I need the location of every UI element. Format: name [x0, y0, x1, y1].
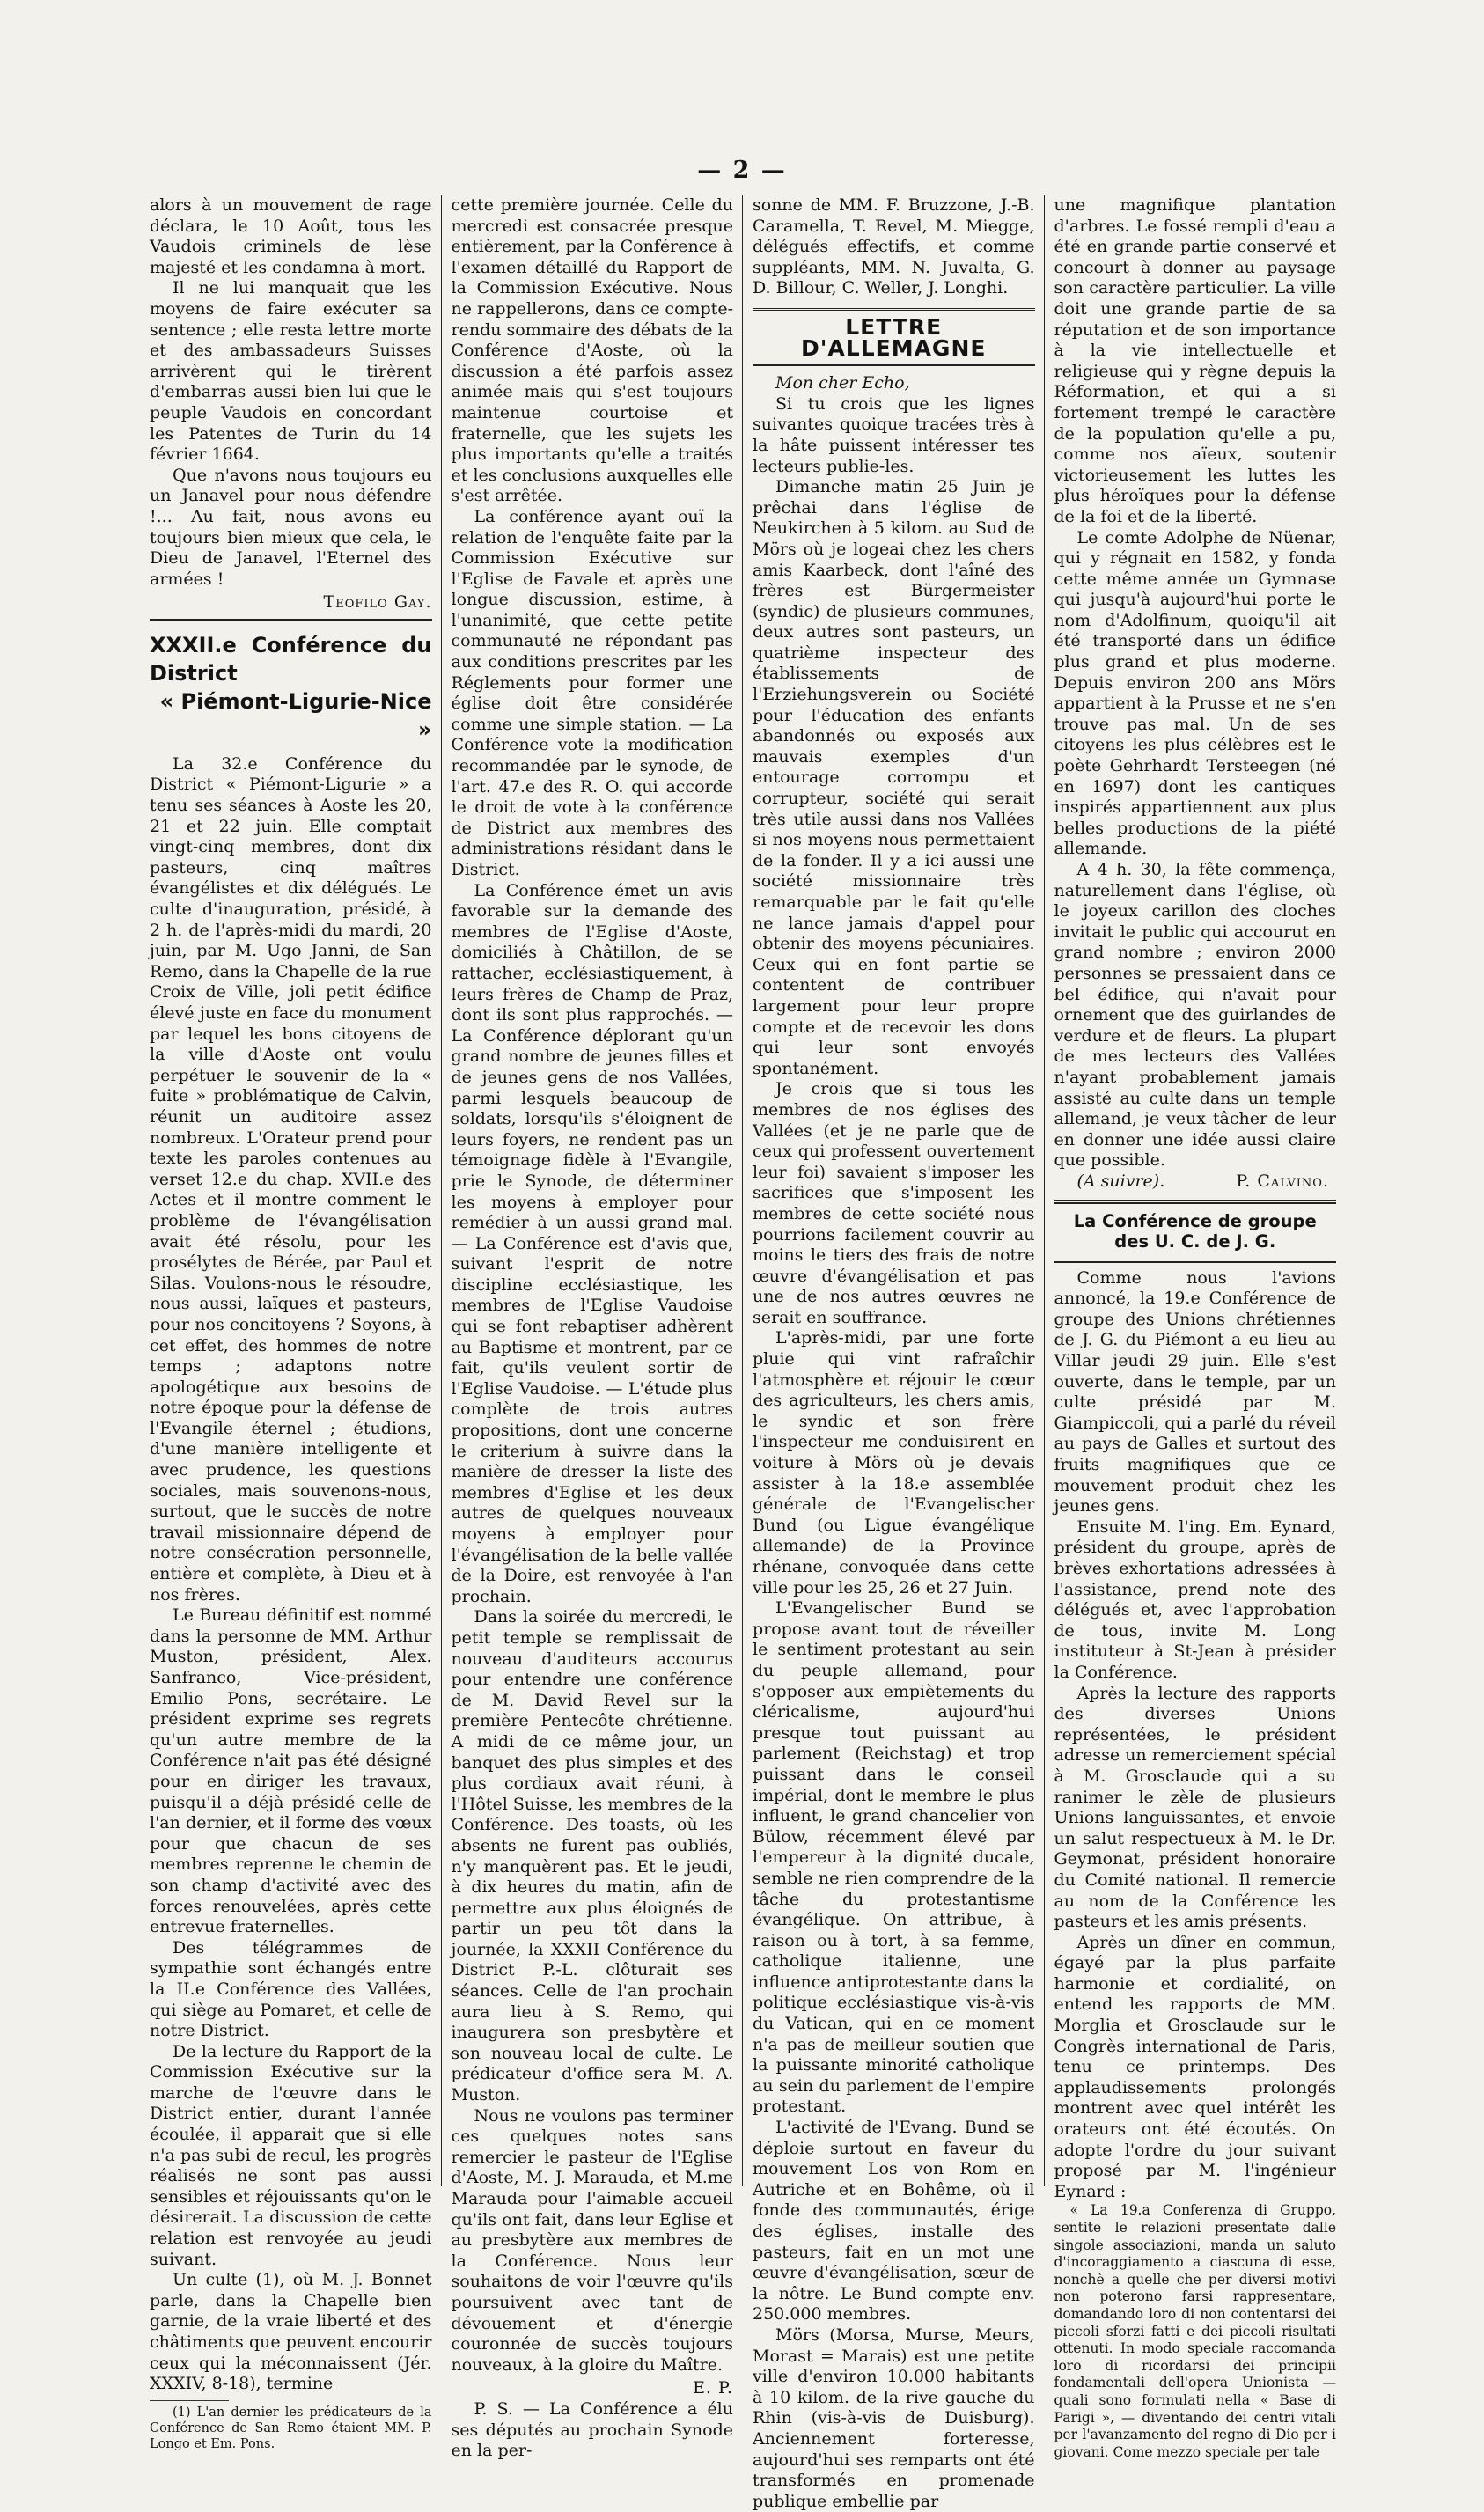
paragraph: Nous ne voulons pas terminer ces quelques notes sans remercier le pasteur de l'Eglise d'Aoste, M. J. Marauda, et M.me Marauda pour l'aimable accueil qu'ils ont fait, dans leur Eglise et au presbytère aux membres de la Conférence. Nous leur souhaitons de voir l'œuvre qu'ils poursuivent avec tant de dévouement et d'énergie couronnée de succès toujours nouveaux, à la gloire du Maître. [451, 2105, 733, 2375]
paragraph: A 4 h. 30, la fête commença, naturellement dans l'église, où le joyeux carillon des cloches invitait le public qui accourut en grand nombre ; environ 2000 personnes se pressaient dans ce bel édifice, qui n'avait pour ornement que des guirlandes de verdure et de fleurs. La plupart de mes lecteurs des Vallées n'ayant probablement jamais assisté au culte dans un temple allemand, je veux tâcher de leur en donner une idée aussi claire que possible. [1054, 860, 1336, 1171]
paragraph: La conférence ayant ouï la relation de l'enquête faite par la Commission Exécutive sur l'Eglise de Favale et après une longue discussion, estime, à l'unanimité, que cette petite communauté ne répondant pas aux conditions prescrites par les Réglements pour former une église doit être considérée comme une simple station. — La Conférence vote la modification recommandée par le synode, de l'art. 47.e des R. O. qui accorde le droit de vote à la conférence de District aux membres des administrations résidant dans le District. [451, 506, 733, 879]
newspaper-columns [150, 195, 1337, 2511]
divider [150, 619, 432, 621]
article-signature: E. P. [693, 2378, 733, 2398]
paragraph: Après la lecture des rapports des diverses Unions représentées, le président adresse un remerciement spécial à M. Grosclaude qui a su ranimer le zèle de plusieurs Unions languissantes, et envoie un salut respectueux à M. le Dr. Geymonat, président honoraire du Comité national. Il remercie au nom de la Conférence les pasteurs et les amis présents. [1054, 1683, 1336, 1932]
article-signature: P. Calvino. [1236, 1171, 1329, 1191]
article-footer [1054, 1172, 1337, 1193]
headline-line-2: « Piémont-Ligurie-Nice » [159, 688, 432, 742]
paragraph: Que n'avons nous toujours eu un Janavel pour nous défendre !... Au fait, nous avons eu toujours bien mieux que cela, le Dieu de Janavel, l'Eternel des armées ! [150, 465, 432, 589]
divider [1054, 1261, 1337, 1263]
paragraph: Comme nous l'avions annoncé, la 19.e Conférence de groupe des Unions chrétiennes de J. G. du Piémont a eu lieu au Villar jeudi 29 juin. Elle s'est ouverte, dans le temple, par un culte présidé par M. Giampiccoli, qui a parlé du réveil au pays de Galles et surtout des fruits magnifiques que ce mouvement produit chez les jeunes gens. [1054, 1267, 1337, 1517]
paragraph: sonne de MM. F. Bruzzone, J.-B. Caramella, T. Revel, M. Miegge, délégués effectifs, et comme suppléants, MM. N. Juvalta, G. D. Billour, C. Weller, J. Longhi. [753, 195, 1035, 298]
article-headline: LETTRE D'ALLEMAGNE [753, 308, 1035, 366]
paragraph: Dans la soirée du mercredi, le petit temple se remplissait de nouveau d'auditeurs accourus pour entendre une conférence de M. David Revel sur la première Pentecôte chrétienne. A midi de ce même jour, un banquet des plus simples et des plus cordiaux avait réuni, à l'Hôtel Suisse, les membres de la Conférence. Des toasts, où les absents ne furent pas oubliés, n'y manquèrent pas. Et le jeudi, à dix heures du matin, afin de permettre aux plus éloignés de partir un peu tôt dans la journée, la XXXII Conférence du District P.-L. clôturait ses séances. Celle de l'an prochain aura lieu à S. Remo, qui inaugurera son presbytère et son nouveau local de culte. Le prédicateur d'office sera M. A. Muston. [451, 1607, 733, 2105]
column-2 [451, 195, 734, 2461]
paragraph: une magnifique plantation d'arbres. Le fossé rempli d'eau a été en grande partie conservé et concourt à donner au paysage son caractère particulier. La ville doit une grande partie de sa réputation et de son importance à la vie intellectuelle et religieuse qui y règne depuis la Réformation, et qui a si fortement trempé le caractère de la population qu'elle a pu, comme nos aïeux, soutenir victorieusement les luttes les plus héroïques pour la défense de la foi et de la liberté. [1054, 195, 1336, 526]
headline-line-1: XXXII.e Conférence du District [150, 632, 432, 686]
paragraph: L'Evangelischer Bund se propose avant tout de réveiller le sentiment protestant au sein du peuple allemand, pour s'opposer aux empiètements du cléricalisme, aujourd'hui presque tout puissant au parlement (Reichstag) et trop puissant dans le conseil impérial, dont le membre le plus influent, le grand chancelier von Bülow, récemment élevé par l'empereur à la dignité ducale, semble ne rien comprendre de la tâche du protestantisme évangélique. On attribue, à raison ou à tort, à sa femme, catholique italienne, une influence antiprotestante dans la politique ecclésiastique vis-à-vis du Vatican, qui en ce moment n'a pas de meilleur soutien que la puissante minorité catholique au sein du parlement de l'empire protestant. [753, 1598, 1035, 2117]
paragraph: Un culte (1), où M. J. Bonnet parle, dans la Chapelle bien garnie, de la vraie liberté et des châtiments que peuvent encourir ceux qui la méconnaissent (Jér. XXXIV, 8-18), termine [150, 2270, 432, 2394]
article-headline [150, 631, 432, 744]
paragraph: alors à un mouvement de rage déclara, le 10 Août, tous les Vaudois criminels de lèse majesté et les condamna à mort. [150, 195, 432, 277]
paragraph: De la lecture du Rapport de la Commission Exécutive sur la marche de l'œuvre dans le District entier, durant l'année écoulée, il apparait que si elle n'a pas subi de recul, les progrès réalisés ne sont pas aussi sensibles et réjouissants qu'on le désirerait. La discussion de cette relation est renvoyée au jeudi suivant. [150, 2041, 432, 2269]
page-number: — 2 — [697, 157, 787, 184]
paragraph: Je crois que si tous les membres de nos églises des Vallées (et je ne parle que de ceux qui professent ouvertement leur foi) savaient s'imposer les sacrifices que s'imposent les membres de cette société nous pourrions facilement couvrir au moins le tiers des frais de notre œuvre d'évangélisation et pas une de nos autres œuvres ne serait en souffrance. [753, 1079, 1035, 1327]
paragraph: La Conférence émet un avis favorable sur la demande des membres de l'Eglise d'Aoste, domiciliés à Châtillon, de se rattacher, ecclésiastiquement, à leurs frères de Champ de Praz, dont ils sont plus rapprochés. — La Conférence déplorant qu'un grand nombre de jeunes filles et de jeunes gens de nos Vallées, parmi lesquels beaucoup de soldats, lorsqu'ils s'éloignent de leurs foyers, ne rendent pas un témoignage fidèle à l'Evangile, prie le Synode, de déterminer les moyens à employer pour remédier à un aussi grand mal. — La Conférence est d'avis que, suivant l'esprit de notre discipline ecclésiastique, les membres de l'Eglise Vaudoise qui se font rebaptiser adhèrent au Baptisme et montrent, par ce fait, qu'ils veulent sortir de l'Eglise Vaudoise. — L'étude plus complète de trois autres propositions, dont une concerne le criterium à suivre dans la manière de dresser la liste des membres d'Eglise et les deux autres de quelques nouveaux moyens à employer pour l'évangélisation de la belle vallée de la Doire, est renvoyée à l'an prochain. [451, 880, 733, 1606]
footnote-divider [150, 2400, 229, 2401]
column-3 [753, 195, 1035, 2511]
paragraph: L'après-midi, par une forte pluie qui vint rafraîchir l'atmosphère et réjouir le cœur des agriculteurs, les chers amis, le syndic et son frère l'inspecteur me conduisirent en voiture à Mörs où je devais assister à la 18.e assemblée générale de l'Evangelischer Bund (ou Ligue évangélique allemande) de la Province rhénane, convoquée dans cette ville pour les 25, 26 et 27 Juin. [753, 1328, 1035, 1598]
quoted-motion [1054, 2202, 1337, 2461]
paragraph: L'activité de l'Evang. Bund se déploie surtout en faveur du mouvement Los von Rom en Autriche et en Bohême, où il fonde des communautés, érige des églises, installe des pasteurs, fait en un mot une œuvre d'évangélisation, sœur de la nôtre. Le Bund compte env. 250.000 membres. [753, 2118, 1035, 2325]
paragraph: Mörs (Morsa, Murse, Meurs, Morast = Marais) est une petite ville d'environ 10.000 habitants à 10 kilom. de la rive gauche du Rhin (vis-à-vis de Duisburg). Anciennement forteresse, aujourd'hui ses remparts ont été transformés en promenade publique embellie par [753, 2325, 1035, 2511]
paragraph: Après un dîner en commun, égayé par la plus parfaite harmonie et cordialité, on entend les rapports de MM. Morglia et Grosclaude sur le Congrès international de Paris, tenu ce printemps. Des applaudissements prolongés montrent avec quel intérêt les orateurs ont été écoutés. On adopte l'ordre du jour suivant proposé par M. l'ingénieur Eynard : [1054, 1932, 1336, 2201]
to-be-continued: (A suivre). [1076, 1171, 1165, 1191]
column-4 [1054, 195, 1337, 2460]
paragraph: Le Bureau définitif est nommé dans la personne de MM. Arthur Muston, président, Alex. Sanfranco, Vice-président, Emilio Pons, secrétaire. Le président exprime ses regrets qu'un autre membre de la Conférence n'ait pas été désigné pour en diriger les travaux, puisqu'il a déjà présidé celle de l'an dernier, et il forme des vœux pour que chacun de ses membres reprenne le chemin de son champ d'activité avec des forces renouvelées, après cette entrevue fraternelles. [150, 1605, 432, 1937]
article-signature: Teofilo Gay. [323, 592, 432, 613]
article-headline: La Conférence de groupe des U. C. de J. G. [1073, 1210, 1317, 1252]
paragraph: P. S. — La Conférence a élu ses députés au prochain Synode en la per- [451, 2398, 733, 2461]
paragraph: Si tu crois que les lignes suivantes quoique tracées très à la hâte puissent intéresser tes lecteurs publie-les. [753, 393, 1035, 476]
column-1 [150, 195, 432, 2451]
paragraph: Le comte Adolphe de Nüenar, qui y régnait en 1582, y fonda cette même année un Gymnase qui jusqu'à aujourd'hui porte le nom d'Adolfinum, quoiqu'il ait été transporté dans un édifice plus grand et plus moderne. Depuis environ 200 ans Mörs appartient à la Prusse et ne s'en trouve pas mal. Un de ses citoyens les plus célèbres est le poète Gehrhardt Tersteegen (né en 1697) dont les cantiques inspirés appartiennent aux plus belles productions de la piété allemande. [1054, 527, 1336, 859]
paragraph: Des télégrammes de sympathie sont échangés entre la II.e Conférence des Vallées, qui siège au Pomaret, et celle de notre District. [150, 1937, 432, 2041]
paragraph: « La 19.a Conferenza di Gruppo, sentite le relazioni presentate dalle singole associazioni, manda un saluto d'incoraggiamento a ciascuna di esse, nonchè a quelle che per diversi motivi non poterono farsi rappresentare, domandando loro di non contentarsi dei piccoli sforzi fatti e dei piccoli risultati ottenuti. In modo speciale raccomanda loro di ricordarsi dei principii fondamentali dell'opera Unionista — quali sono formulati nella « Base di Parigi », — diventando dei centri vitali per l'avanzamento del regno di Dio per i giovani. Come mezzo speciale per tale [1054, 2202, 1336, 2460]
paragraph: Il ne lui manquait que les moyens de faire exécuter sa sentence ; elle resta lettre morte et des ambassadeurs Suisses arrivèrent qui le tirèrent d'embarras aussi bien lui que le peuple Vaudois en concordant les Patentes de Turin du 14 février 1664. [150, 278, 432, 465]
paragraph: Ensuite M. l'ing. Em. Eynard, président du groupe, après de brèves exhortations adressées à l'assistance, prend note des délégués et, avec l'approbation de tous, invite M. Long instituteur à St-Jean à présider la Conférence. [1054, 1517, 1336, 1682]
paragraph: cette première journée. Celle du mercredi est consacrée presque entièrement, par la Conférence à l'examen détaillé du Rapport de la Commission Exécutive. Nous ne rappellerons, dans ce compte-rendu sommaire des débats de la Conférence d'Aoste, où la discussion a été parfois assez animée mais qui s'est toujours maintenue courtoise et fraternelle, que les sujets les plus importants qu'elle a traités et les conclusions auxquelles elle s'est arrêtée. [451, 195, 733, 506]
footnote: (1) L'an dernier les prédicateurs de la Conférence de San Remo étaient MM. P. Longo et Em. Pons. [150, 2405, 432, 2451]
letter-salutation: Mon cher Echo, [775, 373, 910, 393]
divider [1054, 1200, 1337, 1204]
paragraph: Dimanche matin 25 Juin je prêchai dans l'église de Neukirchen à 5 kilom. au Sud de Mörs où je logeai chez les chers amis Kaarbeck, dont l'aîné des frères est Bürgermeister (syndic) de plusieurs communes, deux autres sont pasteurs, un quatrième inspecteur des établissements de l'Erziehungsverein ou Société pour l'éducation des enfants abandonnés ou exposés aux mauvais exemples d'un entourage corrompu et corrupteur, société qui serait très utile aussi dans nos Vallées si nos moyens nous permettaient de la fonder. Il y a ici aussi une société missionnaire très remarquable par le fait qu'elle ne lance jamais d'appel pour obtenir des moyens pécuniaires. Ceux qui en font partie se contentent de contribuer largement pour leur propre compte et de recevoir les dons qui leur sont envoyés spontanément. [753, 477, 1035, 1078]
paragraph: La 32.e Conférence du District « Piémont-Ligurie » a tenu ses séances à Aoste les 20, 21 et 22 juin. Elle comptait vingt-cinq membres, dont dix pasteurs, cinq maîtres évangélistes et dix délégués. Le culte d'inauguration, présidé, à 2 h. de l'après-midi du mardi, 20 juin, par M. Ugo Janni, de San Remo, dans la Chapelle de la rue Croix de Ville, joli petit édifice élevé juste en face du monument par lequel les bons citoyens de la ville d'Aoste ont voulu perpétuer le souvenir de la « fuite » problématique de Calvin, réunit un auditoire assez nombreux. L'Orateur prend pour texte les paroles contenues au verset 12.e du chap. XVII.e des Actes et il montre comment le problème de l'évangélisation avait été résolu, pour les prosélytes de Bérée, par Paul et Silas. Voulons-nous le résoudre, nous aussi, laïques et pasteurs, pour nos concitoyens ? Soyons, à cet effet, des hommes de notre temps ; adaptons notre apologétique aux besoins de notre époque pour la défense de l'Evangile éternel ; étudions, d'une manière intelligente et avec prudence, les questions sociales, mais souvenons-nous, surtout, que le succès de notre travail missionnaire dépend de notre consécration personnelle, entière et complète, à Dieu et à nos frères. [150, 753, 432, 1605]
